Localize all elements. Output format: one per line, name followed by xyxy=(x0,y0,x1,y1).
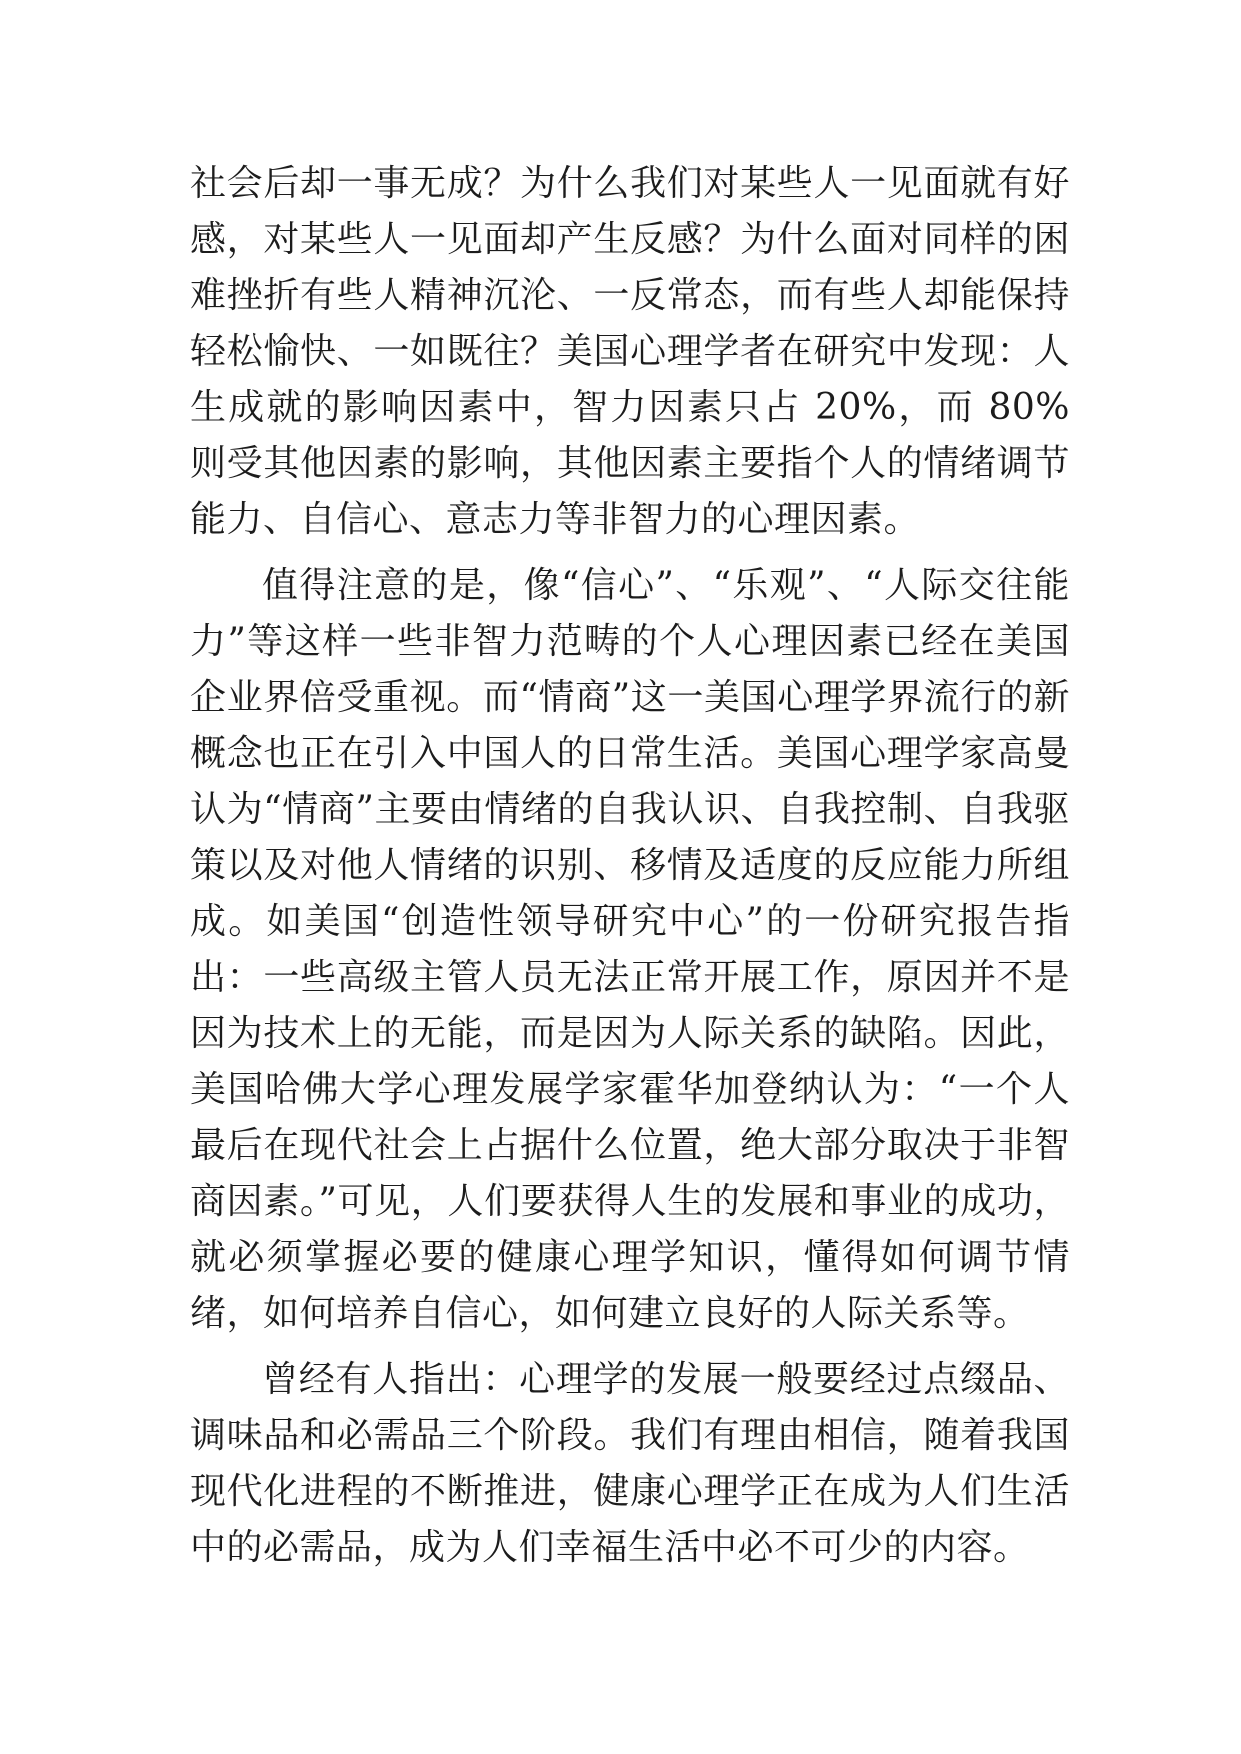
paragraph-1: 社会后却一事无成？为什么我们对某些人一见面就有好感，对某些人一见面却产生反感？为什么面对同样的困难挫折有些人精神沉沦、一反常态，而有些人却能保持轻松愉快、一如既往？美国心理学者在研究中发现：人生成就的影响因素中，智力因素只占 20%，而 80%则受其他因素的影响，其他因素主要指个人的情绪调节能力、自信心、意志力等非智力的心理因素。 xyxy=(190,163,1070,540)
document-body xyxy=(190,156,1070,1576)
paragraph-spacer xyxy=(190,548,1070,558)
paragraph-spacer xyxy=(190,1342,1070,1352)
paragraph-2: 值得注意的是，像“信心”、“乐观”、“人际交往能力”等这样一些非智力范畴的个人心理因素已经在美国企业界倍受重视。而“情商”这一美国心理学界流行的新概念也正在引入中国人的日常生活。美国心理学家高曼认为“情商”主要由情绪的自我认识、自我控制、自我驱策以及对他人情绪的识别、移情及适度的反应能力所组成。如美国“创造性领导研究中心”的一份研究报告指出：一些高级主管人员无法正常开展工作，原因并不是因为技术上的无能，而是因为人际关系的缺陷。因此，美国哈佛大学心理发展学家霍华加登纳认为：“一个人最后在现代社会上占据什么位置，绝大部分取决于非智商因素。”可见，人们要获得人生的发展和事业的成功，就必须掌握必要的健康心理学知识，懂得如何调节情绪，如何培养自信心，如何建立良好的人际关系等。 xyxy=(190,565,1070,1334)
paragraph-3: 曾经有人指出：心理学的发展一般要经过点缀品、调味品和必需品三个阶段。我们有理由相信，随着我国现代化进程的不断推进，健康心理学正在成为人们生活中的必需品，成为人们幸福生活中必不可少的内容。 xyxy=(190,1359,1070,1568)
